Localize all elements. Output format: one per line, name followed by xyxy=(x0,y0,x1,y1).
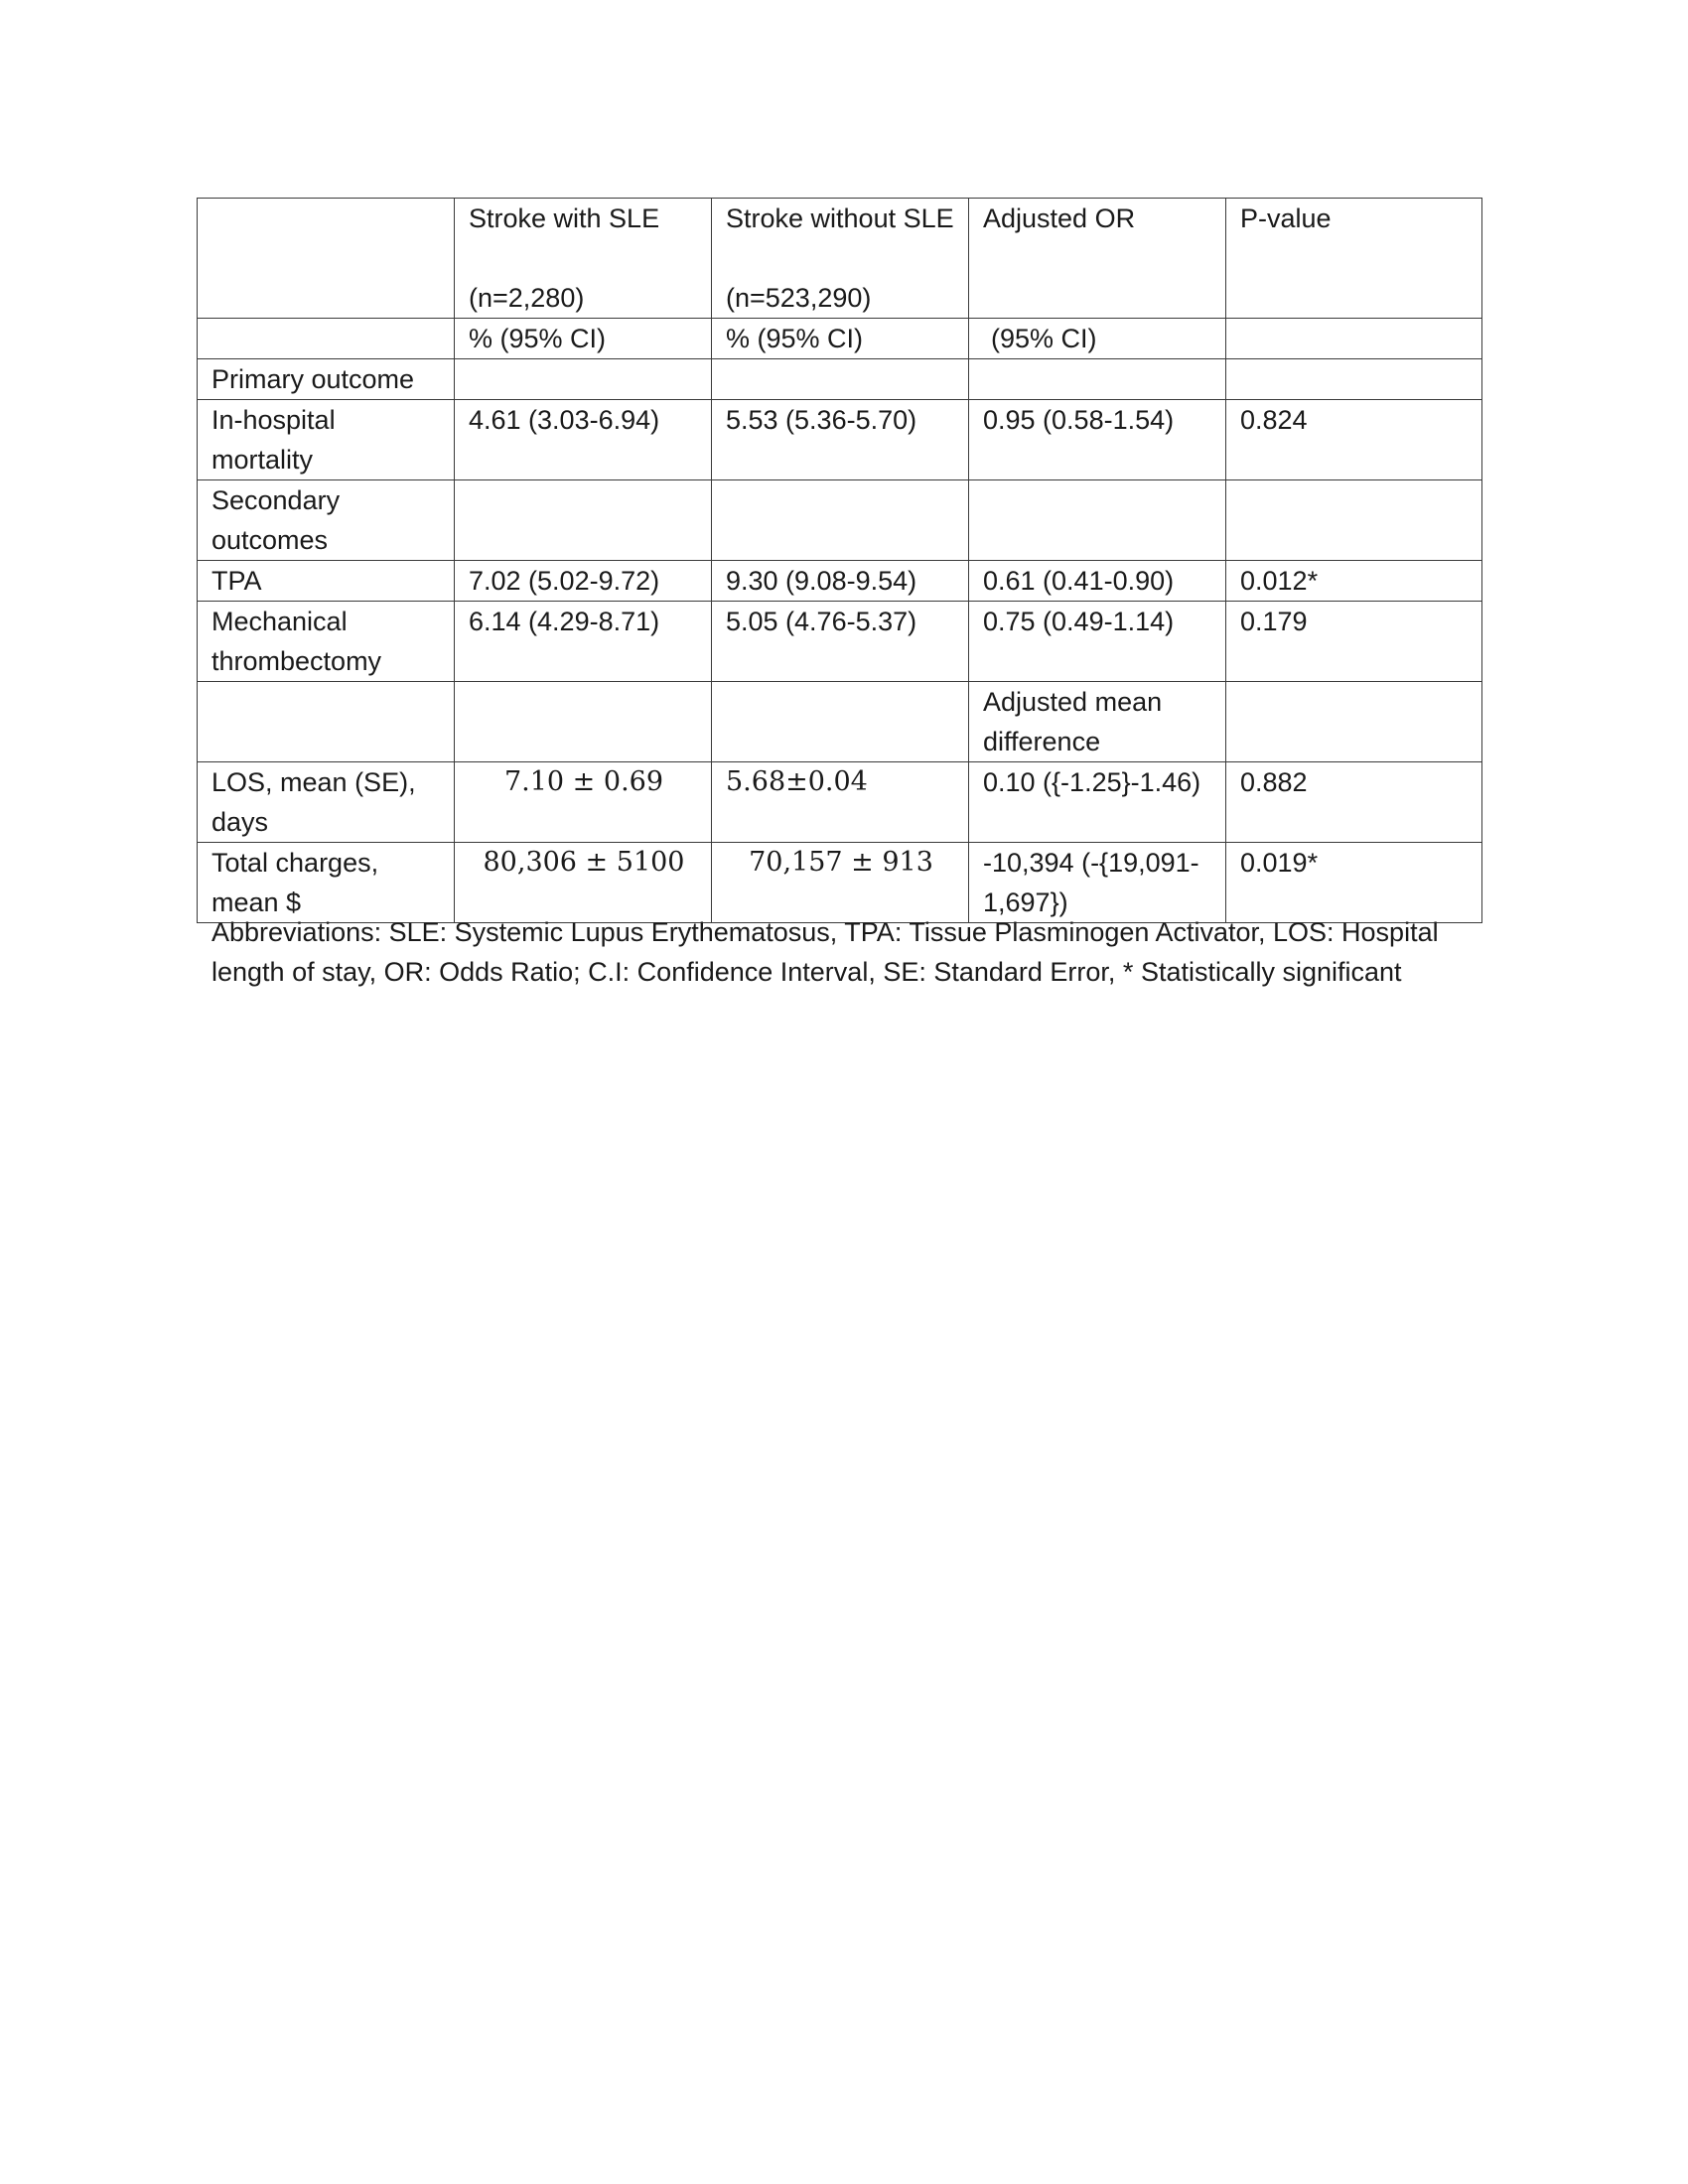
row-label-mechanical-thrombectomy: Mechanical thrombectomy xyxy=(198,602,455,682)
cell-p-value: 0.012* xyxy=(1226,561,1482,602)
row-label-los: LOS, mean (SE), days xyxy=(198,762,455,843)
subheader-p-empty xyxy=(1226,319,1482,359)
cell-without-sle: 5.68±0.04 xyxy=(712,762,969,843)
empty-cell xyxy=(455,359,712,400)
primary-outcome-label: Primary outcome xyxy=(198,359,455,400)
cell-with-sle: 80,306 ± 5100 xyxy=(455,843,712,923)
header-p-value: P-value xyxy=(1226,199,1482,319)
empty-cell xyxy=(455,480,712,561)
table-row xyxy=(198,359,1482,400)
cell-adjusted: 0.10 ({-1.25}-1.46) xyxy=(969,762,1226,843)
empty-cell xyxy=(712,480,969,561)
header-stroke-with-sle xyxy=(455,199,712,319)
header-stroke-with-sle-n: (n=2,280) xyxy=(469,283,585,313)
cell-without-sle: 9.30 (9.08-9.54) xyxy=(712,561,969,602)
header-empty-cell xyxy=(198,199,455,319)
cell-p-value: 0.019* xyxy=(1226,843,1482,923)
subheader-row xyxy=(198,319,1482,359)
subheader-without-sle: % (95% CI) xyxy=(712,319,969,359)
table-row xyxy=(198,682,1482,762)
cell-p-value: 0.824 xyxy=(1226,400,1482,480)
empty-cell xyxy=(712,359,969,400)
empty-cell xyxy=(712,682,969,762)
header-stroke-with-sle-label: Stroke with SLE xyxy=(469,204,660,233)
empty-cell xyxy=(198,682,455,762)
cell-p-value: 0.179 xyxy=(1226,602,1482,682)
header-adjusted-or: Adjusted OR xyxy=(969,199,1226,319)
header-adjusted-mean-difference: Adjusted mean difference xyxy=(969,682,1226,762)
table-row xyxy=(198,602,1482,682)
header-stroke-without-sle-n: (n=523,290) xyxy=(726,283,872,313)
table-row xyxy=(198,561,1482,602)
empty-cell xyxy=(969,480,1226,561)
table-row xyxy=(198,762,1482,843)
empty-cell xyxy=(1226,480,1482,561)
table-row xyxy=(198,400,1482,480)
empty-cell xyxy=(1226,682,1482,762)
cell-adjusted: 0.61 (0.41-0.90) xyxy=(969,561,1226,602)
header-row xyxy=(198,199,1482,319)
cell-without-sle: 70,157 ± 913 xyxy=(712,843,969,923)
empty-cell xyxy=(455,682,712,762)
empty-cell xyxy=(1226,359,1482,400)
cell-with-sle: 6.14 (4.29-8.71) xyxy=(455,602,712,682)
subheader-adjusted-or: (95% CI) xyxy=(969,319,1226,359)
empty-cell xyxy=(969,359,1226,400)
cell-without-sle: 5.53 (5.36-5.70) xyxy=(712,400,969,480)
secondary-outcomes-label: Secondary outcomes xyxy=(198,480,455,561)
row-label-total-charges: Total charges, mean $ xyxy=(198,843,455,923)
row-label-inhospital-mortality: In-hospital mortality xyxy=(198,400,455,480)
subheader-with-sle: % (95% CI) xyxy=(455,319,712,359)
cell-adjusted: -10,394 (-{19,091-1,697}) xyxy=(969,843,1226,923)
cell-with-sle: 7.02 (5.02-9.72) xyxy=(455,561,712,602)
table-row xyxy=(198,843,1482,923)
abbreviations-footnote: Abbreviations: SLE: Systemic Lupus Erythematosus, TPA: Tissue Plasminogen Activator, LOS: Hospital length of stay, OR: Odds Ratio; C.I: Confidence Interval, SE: Standard Error, * Statistically significant xyxy=(211,917,1439,987)
table-row xyxy=(198,480,1482,561)
cell-adjusted: 0.95 (0.58-1.54) xyxy=(969,400,1226,480)
row-label-tpa: TPA xyxy=(198,561,455,602)
cell-with-sle: 7.10 ± 0.69 xyxy=(455,762,712,843)
cell-with-sle: 4.61 (3.03-6.94) xyxy=(455,400,712,480)
header-stroke-without-sle-label: Stroke without SLE xyxy=(726,204,954,233)
subheader-empty-cell xyxy=(198,319,455,359)
header-stroke-without-sle xyxy=(712,199,969,319)
cell-without-sle: 5.05 (4.76-5.37) xyxy=(712,602,969,682)
cell-adjusted: 0.75 (0.49-1.14) xyxy=(969,602,1226,682)
results-table xyxy=(197,198,1482,923)
cell-p-value: 0.882 xyxy=(1226,762,1482,843)
